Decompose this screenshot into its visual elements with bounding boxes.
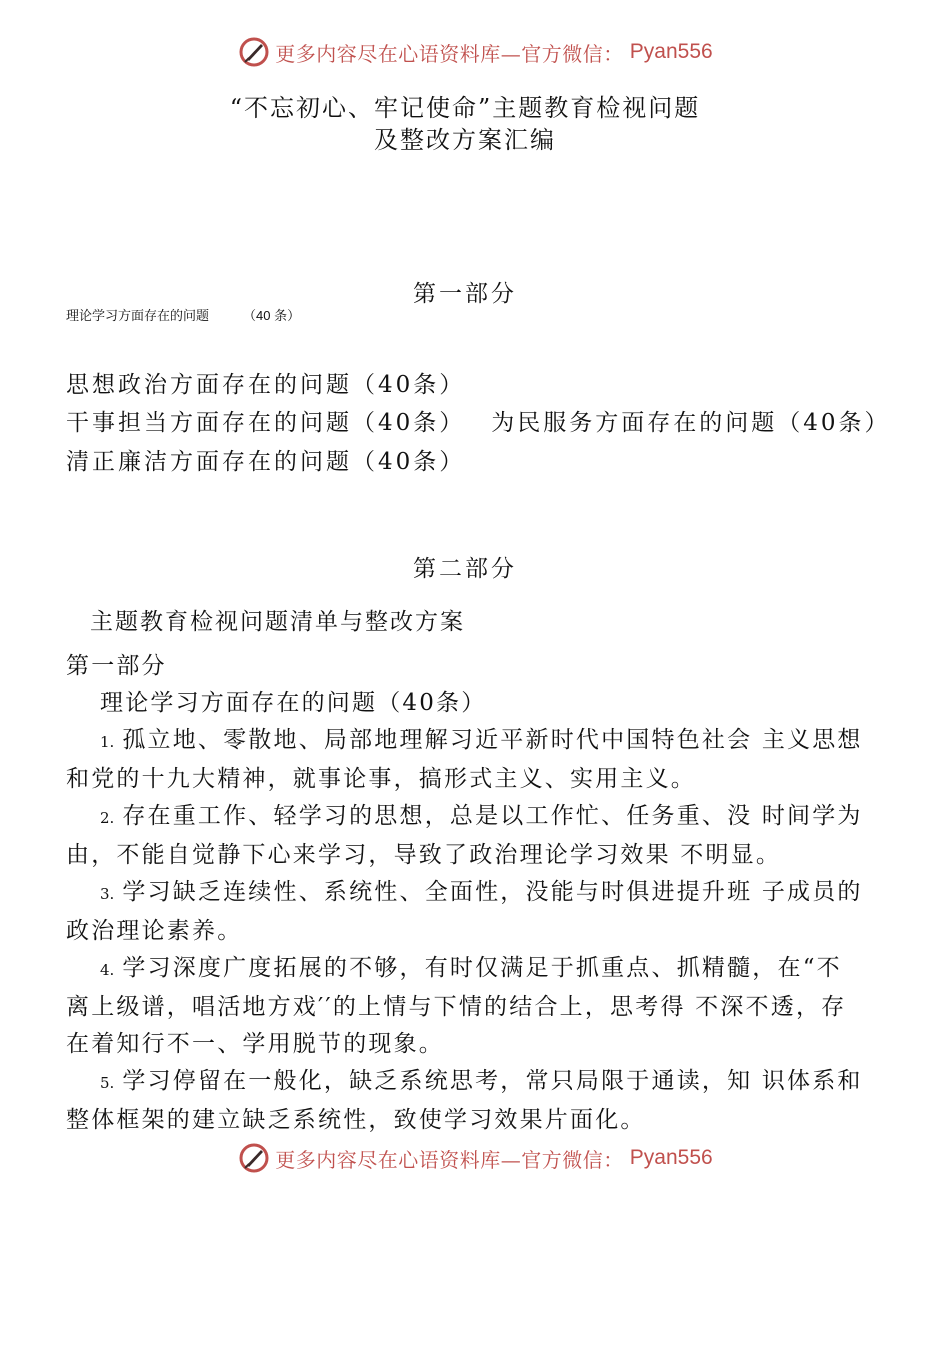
item-text: 存在重工作、轻学习的思想，总是以工作忙、任务重、没 时间学为由，不能自觉静下心来学习，导致了政治理论学习效果 不明显。 bbox=[66, 803, 863, 868]
part1-heading: 第一部分 bbox=[413, 281, 517, 307]
toc-line: 为民服务方面存在的问题（40条） bbox=[491, 410, 891, 436]
toc-small-label: 理论学习方面存在的问题 bbox=[66, 308, 210, 323]
item-text: 学习停留在一般化，缺乏系统思考，常只局限于通读，知 识体系和整体框架的建立缺乏系统性，致使学习效果片面化。 bbox=[66, 1068, 863, 1133]
watermark-banner-top bbox=[0, 32, 950, 72]
doc-title-line2: 及整改方案汇编 bbox=[374, 126, 556, 154]
list-item bbox=[66, 874, 866, 950]
list-item bbox=[66, 722, 866, 798]
document-body bbox=[66, 648, 866, 1139]
section-label: 第一部分 bbox=[66, 653, 167, 679]
item-text: 学习深度广度拓展的不够，有时仅满足于抓重点、抓精髓，在“不离上级谱，唱活地方戏′′的上情与下情的结合上，思考得 不深不透，存在着知行不一、学用脱节的现象。 bbox=[66, 955, 847, 1057]
item-number: 2. bbox=[100, 809, 115, 827]
list-item bbox=[66, 950, 866, 1063]
item-number: 1. bbox=[100, 733, 115, 751]
toc-small-line bbox=[66, 305, 300, 324]
part2-subtitle: 主题教育检视问题清单与整改方案 bbox=[90, 609, 465, 635]
toc-line: 清正廉洁方面存在的问题（40条） bbox=[66, 449, 466, 475]
toc-line-pair bbox=[66, 404, 891, 437]
doc-title-line1: “不忘初心、牢记使命”主题教育检视问题 bbox=[229, 94, 701, 122]
list-item bbox=[66, 798, 866, 874]
section-title: 理论学习方面存在的问题（40条） bbox=[100, 690, 487, 716]
toc-small-count: （40 条） bbox=[243, 308, 301, 323]
toc-line: 干事担当方面存在的问题（40条） bbox=[66, 410, 466, 436]
toc-line: 思想政治方面存在的问题（40条） bbox=[66, 372, 466, 398]
item-number: 4. bbox=[100, 961, 115, 979]
part2-heading: 第二部分 bbox=[413, 556, 517, 582]
watermark-handle: Pyan556 bbox=[629, 1146, 713, 1169]
item-text: 孤立地、零散地、局部地理解习近平新时代中国特色社会 主义思想和党的十九大精神，就事论事，搞形式主义、实用主义。 bbox=[66, 727, 863, 792]
watermark-handle: Pyan556 bbox=[629, 40, 713, 63]
quill-stamp-icon bbox=[237, 35, 271, 69]
item-text: 学习缺乏连续性、系统性、全面性，没能与时俱进提升班 子成员的政治理论素养。 bbox=[66, 879, 863, 944]
watermark-text: 更多内容尽在心语资料库—官方微信： bbox=[275, 1147, 624, 1172]
item-number: 5. bbox=[100, 1074, 115, 1092]
item-number: 3. bbox=[100, 885, 115, 903]
list-item bbox=[66, 1063, 866, 1139]
watermark-banner-bottom bbox=[0, 1138, 950, 1178]
quill-stamp-icon bbox=[237, 1141, 271, 1175]
watermark-text: 更多内容尽在心语资料库—官方微信： bbox=[275, 41, 624, 66]
